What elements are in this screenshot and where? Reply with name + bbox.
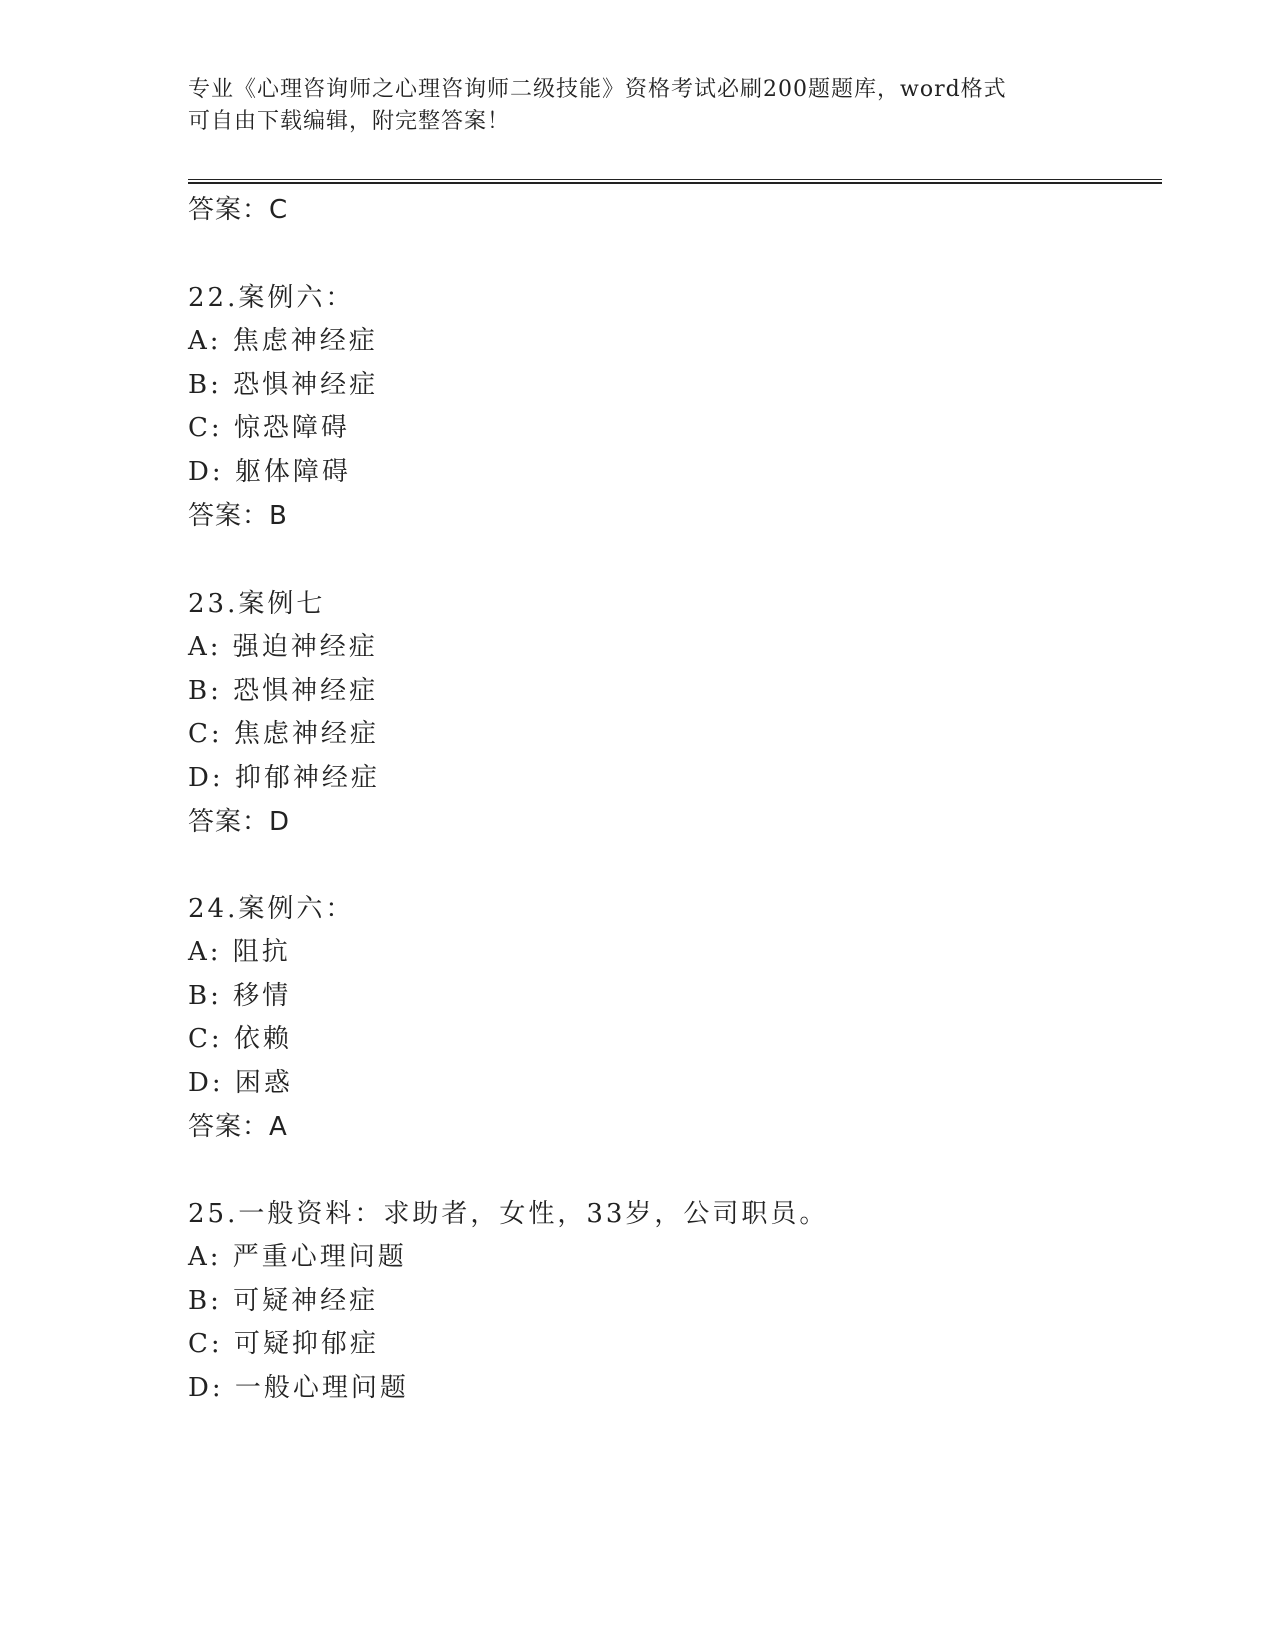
- answer-line: 答案：B: [188, 501, 288, 531]
- option-d: D: 抑郁神经症: [188, 763, 380, 793]
- question-stem: 25.一般资料：求助者，女性，33岁，公司职员。: [188, 1199, 829, 1229]
- option-d: D: 一般心理问题: [188, 1373, 409, 1403]
- answer-line: 答案：D: [188, 807, 291, 837]
- question-stem: 22.案例六：: [188, 283, 355, 313]
- header-line-2: 可自由下载编辑，附完整答案！: [188, 109, 511, 134]
- option-c: C: 依赖: [188, 1024, 292, 1054]
- option-b: B: 移情: [188, 981, 292, 1011]
- answer-line: 答案：A: [188, 1112, 288, 1142]
- option-c: C: 惊恐障碍: [188, 413, 350, 443]
- question-stem: 24.案例六：: [188, 894, 355, 924]
- answer-line: 答案：C: [188, 195, 289, 225]
- option-a: A: 阻抗: [188, 937, 291, 967]
- option-a: A: 强迫神经症: [188, 632, 378, 662]
- option-b: B: 可疑神经症: [188, 1286, 379, 1316]
- option-c: C: 焦虑神经症: [188, 719, 379, 749]
- option-d: D: 困惑: [188, 1068, 293, 1098]
- option-a: A: 焦虑神经症: [188, 326, 378, 356]
- header-line-1: 专业《心理咨询师之心理咨询师二级技能》资格考试必刷200题题库，word格式: [188, 77, 1007, 102]
- option-a: A: 严重心理问题: [188, 1242, 407, 1272]
- document-header: [188, 74, 1088, 138]
- header-divider: [188, 179, 1162, 184]
- option-b: B: 恐惧神经症: [188, 676, 379, 706]
- option-b: B: 恐惧神经症: [188, 370, 379, 400]
- option-d: D: 躯体障碍: [188, 457, 351, 487]
- option-c: C: 可疑抑郁症: [188, 1329, 379, 1359]
- question-stem: 23.案例七: [188, 589, 326, 619]
